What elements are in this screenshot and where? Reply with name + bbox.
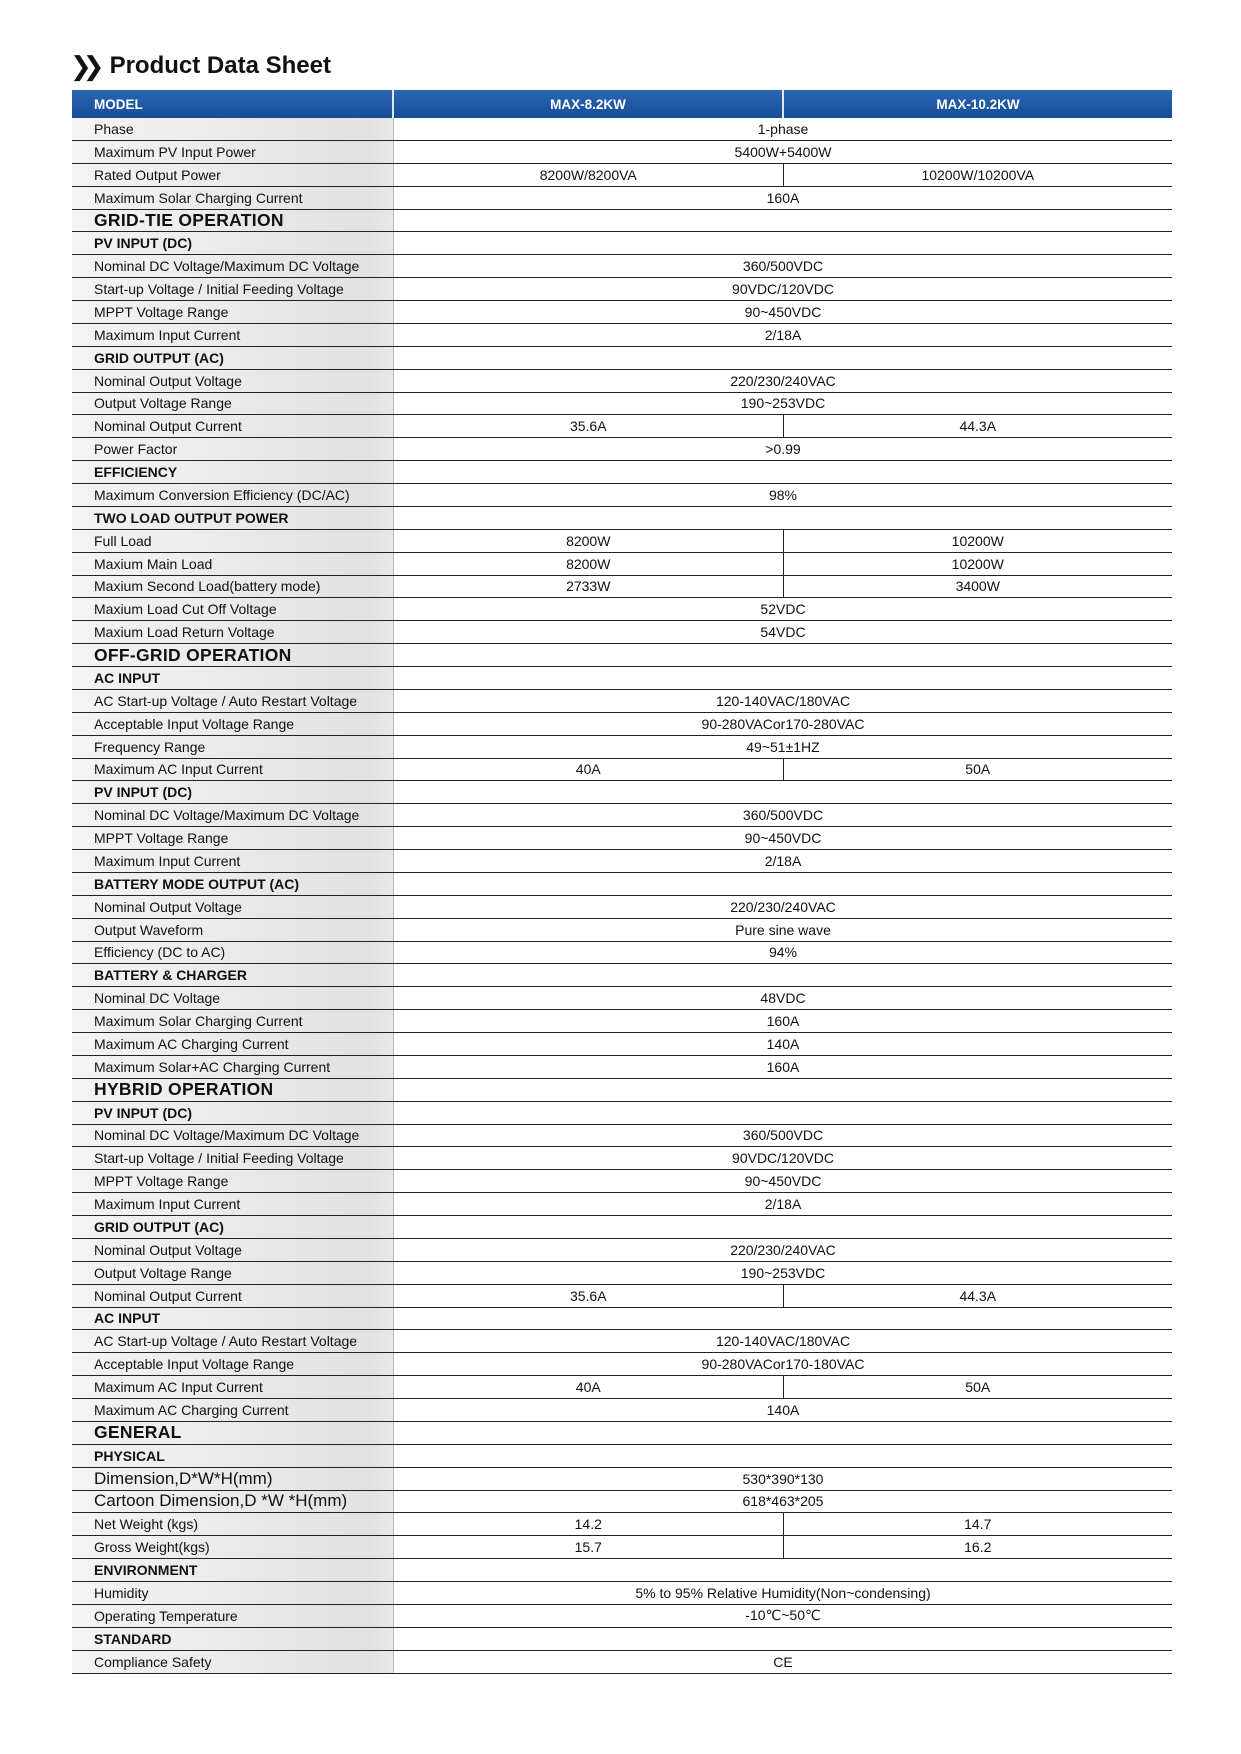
table-header <box>72 90 1172 118</box>
spec-values <box>394 942 1172 964</box>
spec-value: 2/18A <box>764 852 802 869</box>
subsection-row <box>72 1308 1172 1331</box>
spec-values <box>394 1193 1172 1215</box>
spec-label: Maximum Solar Charging Current <box>72 187 394 209</box>
spec-label: Operating Temperature <box>72 1605 394 1627</box>
spec-value: 10200W <box>783 553 1173 575</box>
spec-label: Maximum AC Charging Current <box>72 1399 394 1421</box>
spec-values <box>394 621 1172 643</box>
model-header-label: MODEL <box>72 90 394 118</box>
spec-values <box>394 553 1172 575</box>
spec-label: Cartoon Dimension,D *W *H(mm) <box>72 1491 394 1513</box>
spec-label: Rated Output Power <box>72 164 394 186</box>
spec-label: Nominal DC Voltage/Maximum DC Voltage <box>72 804 394 826</box>
spec-value: 190~253VDC <box>740 1264 826 1281</box>
spec-value: 54VDC <box>760 624 806 641</box>
spec-values <box>394 1170 1172 1192</box>
spec-values <box>394 644 1172 666</box>
spec-label: Output Voltage Range <box>72 1262 394 1284</box>
spec-label: Start-up Voltage / Initial Feeding Voltage <box>72 278 394 300</box>
spec-value: 52VDC <box>760 601 806 618</box>
spec-value: 2/18A <box>764 326 802 343</box>
spec-value: 15.7 <box>574 1539 602 1556</box>
section-row <box>72 1422 1172 1445</box>
page-title <box>70 50 331 82</box>
spec-values <box>394 1262 1172 1284</box>
spec-value: 530*390*130 <box>742 1470 824 1487</box>
spec-values <box>394 713 1172 735</box>
section-heading: OFF-GRID OPERATION <box>72 644 394 666</box>
table-row <box>72 255 1172 278</box>
spec-values <box>394 1651 1172 1673</box>
spec-value: 8200W <box>566 532 611 549</box>
subsection-row <box>72 461 1172 484</box>
spec-value: >0.99 <box>765 441 801 458</box>
table-row <box>72 530 1172 553</box>
table-row <box>72 1010 1172 1033</box>
section-row <box>72 1079 1172 1102</box>
spec-values <box>394 530 1172 552</box>
spec-values <box>394 1239 1172 1261</box>
spec-value: 90VDC/120VDC <box>732 1150 834 1167</box>
spec-value: 1-phase <box>757 120 809 137</box>
spec-value: 3400W <box>783 576 1173 598</box>
subsection-row <box>72 232 1172 255</box>
table-row <box>72 713 1172 736</box>
table-row <box>72 1056 1172 1079</box>
spec-label: Output Waveform <box>72 919 394 941</box>
spec-value: 190~253VDC <box>740 395 826 412</box>
spec-label: Maximum Solar Charging Current <box>72 1010 394 1032</box>
spec-values <box>394 1422 1172 1444</box>
model-header-10-2kw: MAX-10.2KW <box>936 96 1020 112</box>
spec-values <box>394 1056 1172 1078</box>
spec-label: Maximum PV Input Power <box>72 141 394 163</box>
spec-values <box>394 736 1172 758</box>
double-chevron-right-icon: ❯❯ <box>70 50 96 81</box>
subsection-heading: AC INPUT <box>72 667 394 689</box>
spec-value: 140A <box>766 1035 800 1052</box>
spec-label: Nominal Output Voltage <box>72 1239 394 1261</box>
spec-label: Maximum Input Current <box>72 1193 394 1215</box>
spec-value: 140A <box>766 1401 800 1418</box>
table-row <box>72 690 1172 713</box>
table-body <box>72 118 1172 1674</box>
table-row <box>72 1170 1172 1193</box>
table-row <box>72 1147 1172 1170</box>
spec-value: 5400W+5400W <box>734 143 832 160</box>
spec-value: 40A <box>575 761 601 778</box>
spec-label: Nominal Output Current <box>72 1285 394 1307</box>
spec-label: Maxium Load Return Voltage <box>72 621 394 643</box>
table-row <box>72 1491 1172 1514</box>
spec-value: 120-140VAC/180VAC <box>715 1333 851 1350</box>
spec-label: Maximum Solar+AC Charging Current <box>72 1056 394 1078</box>
table-row <box>72 804 1172 827</box>
spec-label: Nominal DC Voltage/Maximum DC Voltage <box>72 1125 394 1147</box>
spec-values <box>394 987 1172 1009</box>
spec-value: 360/500VDC <box>742 807 824 824</box>
spec-values <box>394 187 1172 209</box>
table-row <box>72 393 1172 416</box>
spec-values <box>394 1536 1172 1558</box>
table-row <box>72 1033 1172 1056</box>
table-row <box>72 759 1172 782</box>
spec-label: Acceptable Input Voltage Range <box>72 713 394 735</box>
spec-value: 16.2 <box>783 1536 1173 1558</box>
table-row <box>72 942 1172 965</box>
spec-value: 618*463*205 <box>742 1493 824 1510</box>
spec-label: Maximum Conversion Efficiency (DC/AC) <box>72 484 394 506</box>
spec-values <box>394 347 1172 369</box>
table-row <box>72 370 1172 393</box>
table-row <box>72 1582 1172 1605</box>
subsection-row <box>72 1559 1172 1582</box>
spec-label: Nominal DC Voltage <box>72 987 394 1009</box>
spec-values <box>394 232 1172 254</box>
table-row <box>72 278 1172 301</box>
spec-values <box>394 667 1172 689</box>
spec-label: Maxium Main Load <box>72 553 394 575</box>
spec-label: Net Weight (kgs) <box>72 1513 394 1535</box>
table-row <box>72 141 1172 164</box>
spec-label: Nominal DC Voltage/Maximum DC Voltage <box>72 255 394 277</box>
spec-label: Maximum AC Input Current <box>72 759 394 781</box>
subsection-row <box>72 964 1172 987</box>
table-row <box>72 1605 1172 1628</box>
subsection-heading: TWO LOAD OUTPUT POWER <box>72 507 394 529</box>
spec-value: 90~450VDC <box>744 303 822 320</box>
spec-value: 50A <box>783 1376 1173 1398</box>
subsection-row <box>72 1102 1172 1125</box>
table-row <box>72 850 1172 873</box>
table-row <box>72 576 1172 599</box>
spec-label: Gross Weight(kgs) <box>72 1536 394 1558</box>
spec-values <box>394 301 1172 323</box>
spec-values <box>394 781 1172 803</box>
table-row <box>72 484 1172 507</box>
spec-values <box>394 141 1172 163</box>
spec-value: 10200W <box>783 530 1173 552</box>
spec-label: Nominal Output Voltage <box>72 896 394 918</box>
section-heading: HYBRID OPERATION <box>72 1079 394 1101</box>
table-row <box>72 118 1172 141</box>
spec-value: 14.7 <box>783 1513 1173 1535</box>
spec-value: 360/500VDC <box>742 258 824 275</box>
subsection-heading: EFFICIENCY <box>72 461 394 483</box>
spec-value: 360/500VDC <box>742 1127 824 1144</box>
table-row <box>72 164 1172 187</box>
spec-label: AC Start-up Voltage / Auto Restart Voltage <box>72 690 394 712</box>
spec-values <box>394 1308 1172 1330</box>
table-row <box>72 301 1172 324</box>
spec-values <box>394 461 1172 483</box>
spec-label: Maximum Input Current <box>72 324 394 346</box>
spec-label: Compliance Safety <box>72 1651 394 1673</box>
section-row <box>72 644 1172 667</box>
spec-label: Nominal Output Current <box>72 415 394 437</box>
spec-values <box>394 1353 1172 1375</box>
model-header-8-2kw: MAX-8.2KW <box>394 90 784 118</box>
spec-values <box>394 210 1172 232</box>
table-row <box>72 187 1172 210</box>
spec-label: Maximum Input Current <box>72 850 394 872</box>
spec-values <box>394 438 1172 460</box>
subsection-heading: PV INPUT (DC) <box>72 781 394 803</box>
spec-values <box>394 1468 1172 1490</box>
spec-values <box>394 1376 1172 1398</box>
subsection-heading: AC INPUT <box>72 1308 394 1330</box>
spec-value: 220/230/240VAC <box>730 372 836 389</box>
table-row <box>72 598 1172 621</box>
spec-label: Efficiency (DC to AC) <box>72 942 394 964</box>
spec-label: Maxium Load Cut Off Voltage <box>72 598 394 620</box>
subsection-heading: PHYSICAL <box>72 1445 394 1467</box>
spec-value: 8200W/8200VA <box>539 166 637 183</box>
subsection-row <box>72 873 1172 896</box>
subsection-heading: PV INPUT (DC) <box>72 1102 394 1124</box>
subsection-row <box>72 667 1172 690</box>
table-row <box>72 1376 1172 1399</box>
spec-values <box>394 896 1172 918</box>
spec-value: CE <box>773 1653 793 1670</box>
spec-value: 220/230/240VAC <box>730 898 836 915</box>
table-row <box>72 827 1172 850</box>
spec-values <box>394 598 1172 620</box>
subsection-row <box>72 781 1172 804</box>
spec-values <box>394 1559 1172 1581</box>
spec-label: AC Start-up Voltage / Auto Restart Voltage <box>72 1330 394 1352</box>
spec-value: 160A <box>766 1058 800 1075</box>
spec-values <box>394 804 1172 826</box>
spec-label: Phase <box>72 118 394 140</box>
spec-values <box>394 393 1172 415</box>
subsection-heading: BATTERY MODE OUTPUT (AC) <box>72 873 394 895</box>
table-row <box>72 1468 1172 1491</box>
spec-values <box>394 873 1172 895</box>
spec-value: 44.3A <box>783 415 1173 437</box>
table-row <box>72 919 1172 942</box>
table-row <box>72 1353 1172 1376</box>
spec-values <box>394 1628 1172 1650</box>
spec-values <box>394 1330 1172 1352</box>
table-row <box>72 1125 1172 1148</box>
spec-value: 2/18A <box>764 1196 802 1213</box>
spec-value: 90~450VDC <box>744 830 822 847</box>
spec-value: 90~450VDC <box>744 1173 822 1190</box>
spec-label: Output Voltage Range <box>72 393 394 415</box>
spec-label: MPPT Voltage Range <box>72 301 394 323</box>
spec-label: Humidity <box>72 1582 394 1604</box>
subsection-heading: GRID OUTPUT (AC) <box>72 1216 394 1238</box>
section-heading: GENERAL <box>72 1422 394 1444</box>
spec-values <box>394 690 1172 712</box>
spec-value: 10200W/10200VA <box>783 164 1173 186</box>
spec-label: Maximum AC Input Current <box>72 1376 394 1398</box>
spec-values <box>394 850 1172 872</box>
spec-values <box>394 1216 1172 1238</box>
spec-values <box>394 164 1172 186</box>
table-row <box>72 896 1172 919</box>
spec-value: 50A <box>783 759 1173 781</box>
table-row <box>72 1262 1172 1285</box>
spec-values <box>394 1147 1172 1169</box>
spec-values <box>394 1125 1172 1147</box>
spec-values <box>394 759 1172 781</box>
spec-values <box>394 1399 1172 1421</box>
spec-values <box>394 1491 1172 1513</box>
spec-label: Start-up Voltage / Initial Feeding Voltage <box>72 1147 394 1169</box>
subsection-row <box>72 1445 1172 1468</box>
spec-value: 48VDC <box>760 990 806 1007</box>
section-row <box>72 210 1172 233</box>
spec-values <box>394 1102 1172 1124</box>
spec-label: Power Factor <box>72 438 394 460</box>
spec-value: 90-280VACor170-180VAC <box>701 1356 865 1373</box>
spec-values <box>394 919 1172 941</box>
subsection-heading: STANDARD <box>72 1628 394 1650</box>
subsection-heading: PV INPUT (DC) <box>72 232 394 254</box>
spec-label: Full Load <box>72 530 394 552</box>
subsection-row <box>72 347 1172 370</box>
spec-value: 98% <box>768 486 798 503</box>
spec-value: -10℃~50℃ <box>745 1607 821 1624</box>
spec-value: 14.2 <box>574 1516 602 1533</box>
spec-label: Maximum AC Charging Current <box>72 1033 394 1055</box>
spec-values <box>394 255 1172 277</box>
table-row <box>72 553 1172 576</box>
spec-value: 120-140VAC/180VAC <box>715 692 851 709</box>
table-row <box>72 1330 1172 1353</box>
spec-value: 90-280VACor170-280VAC <box>701 715 865 732</box>
subsection-row <box>72 507 1172 530</box>
spec-value: 5% to 95% Relative Humidity(Non~condensing) <box>635 1584 931 1601</box>
spec-value: 40A <box>575 1379 601 1396</box>
spec-value: 35.6A <box>569 418 607 435</box>
spec-values <box>394 576 1172 598</box>
spec-label: MPPT Voltage Range <box>72 827 394 849</box>
spec-values <box>394 1445 1172 1467</box>
table-row <box>72 987 1172 1010</box>
subsection-heading: GRID OUTPUT (AC) <box>72 347 394 369</box>
table-row <box>72 1513 1172 1536</box>
section-heading: GRID-TIE OPERATION <box>72 210 394 232</box>
spec-values <box>394 1079 1172 1101</box>
spec-value: 49~51±1HZ <box>746 738 820 755</box>
spec-values <box>394 370 1172 392</box>
spec-values <box>394 1010 1172 1032</box>
subsection-heading: BATTERY & CHARGER <box>72 964 394 986</box>
spec-values <box>394 118 1172 140</box>
spec-values <box>394 1605 1172 1627</box>
spec-value: 220/230/240VAC <box>730 1241 836 1258</box>
table-row <box>72 1193 1172 1216</box>
spec-value: 160A <box>766 1013 800 1030</box>
subsection-heading: ENVIRONMENT <box>72 1559 394 1581</box>
spec-value: 8200W <box>566 555 611 572</box>
spec-values <box>394 1033 1172 1055</box>
table-row <box>72 324 1172 347</box>
spec-label: Frequency Range <box>72 736 394 758</box>
table-row <box>72 1651 1172 1674</box>
spec-values <box>394 827 1172 849</box>
spec-value: 90VDC/120VDC <box>732 281 834 298</box>
subsection-row <box>72 1216 1172 1239</box>
table-row <box>72 621 1172 644</box>
table-row <box>72 1399 1172 1422</box>
table-row <box>72 438 1172 461</box>
spec-value: 94% <box>768 944 798 961</box>
spec-value: 35.6A <box>569 1287 607 1304</box>
table-row <box>72 1285 1172 1308</box>
spec-label: Maxium Second Load(battery mode) <box>72 576 394 598</box>
spec-label: Dimension,D*W*H(mm) <box>72 1468 394 1490</box>
subsection-row <box>72 1628 1172 1651</box>
spec-label: Acceptable Input Voltage Range <box>72 1353 394 1375</box>
spec-values <box>394 964 1172 986</box>
table-row <box>72 415 1172 438</box>
spec-value: 2733W <box>566 578 611 595</box>
spec-values <box>394 1285 1172 1307</box>
page-title-text: Product Data Sheet <box>109 52 331 79</box>
spec-label: Nominal Output Voltage <box>72 370 394 392</box>
table-row <box>72 1536 1172 1559</box>
data-sheet-table <box>72 90 1172 1674</box>
spec-values <box>394 324 1172 346</box>
spec-label: MPPT Voltage Range <box>72 1170 394 1192</box>
table-row <box>72 736 1172 759</box>
table-row <box>72 1239 1172 1262</box>
spec-value: 160A <box>766 189 800 206</box>
spec-value: Pure sine wave <box>735 921 831 938</box>
spec-values <box>394 507 1172 529</box>
spec-values <box>394 278 1172 300</box>
spec-values <box>394 484 1172 506</box>
spec-values <box>394 1582 1172 1604</box>
spec-values <box>394 1513 1172 1535</box>
spec-values <box>394 415 1172 437</box>
spec-value: 44.3A <box>783 1285 1173 1307</box>
